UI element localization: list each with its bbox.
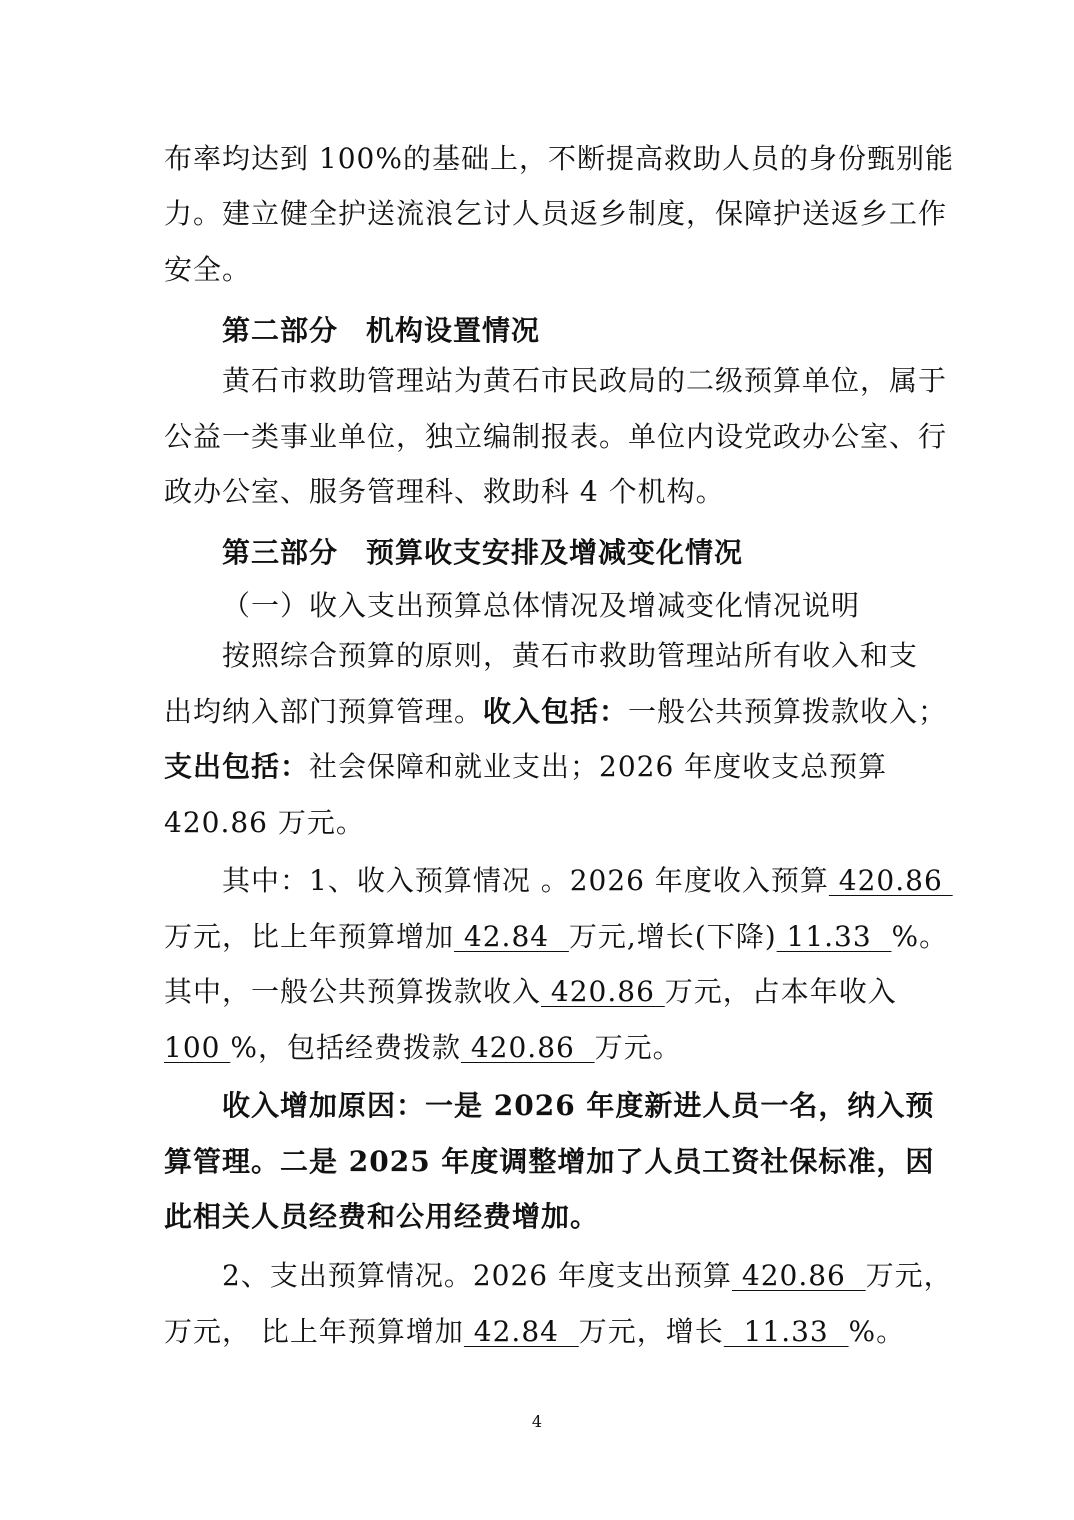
section-title: 机构设置情况 (366, 314, 541, 347)
paragraph-line: 算管理。二是 2025 年度调整增加了人员工资社保标准，因 (164, 1145, 935, 1178)
text-run: 万元，占本年收入 (664, 975, 897, 1008)
paragraph-line: 420.86 万元。 (164, 806, 365, 839)
subsection-heading: （一）收入支出预算总体情况及增减变化情况说明 (222, 589, 861, 622)
paragraph-line (222, 1256, 982, 1296)
paragraph-line: 政办公室、服务管理科、救助科 4 个机构。 (164, 475, 725, 508)
text-run: 出均纳入部门预算管理。 (164, 695, 484, 728)
paragraph-line (164, 917, 949, 957)
text-run: 社会保障和就业支出；2026 年度收支总预算 (309, 750, 888, 783)
text-run: 万元，增长 (578, 1315, 724, 1348)
paragraph-line: 按照综合预算的原则，黄石市救助管理站所有收入和支 (222, 639, 919, 672)
section-heading (222, 311, 982, 351)
underlined-value: 42.84 (463, 1315, 579, 1348)
section-number: 第三部分 (222, 536, 339, 569)
section-heading (222, 533, 982, 573)
paragraph-line (164, 1028, 924, 1068)
text-run: 其中，一般公共预算拨款收入 (164, 975, 542, 1008)
paragraph-line (164, 747, 924, 787)
text-run: 万元，比上年预算增加 (164, 920, 455, 953)
paragraph-line: 黄石市救助管理站为黄石市民政局的二级预算单位，属于 (222, 364, 948, 397)
underlined-value: 42.84 (454, 920, 569, 953)
underlined-value: 420.86 (460, 1031, 595, 1064)
paragraph-line (164, 1312, 924, 1352)
paragraph-line: 此相关人员经费和公用经费增加。 (164, 1200, 600, 1233)
paragraph-line (164, 972, 924, 1012)
text-run: 万元， (865, 1259, 953, 1292)
underlined-value: 11.33 (776, 920, 892, 953)
bold-label: 支出包括： (164, 750, 310, 783)
text-run: 万元， 比上年预算增加 (164, 1315, 464, 1348)
text-run: 2、支出预算情况。2026 年度支出预算 (222, 1259, 732, 1292)
paragraph-line: 力。建立健全护送流浪乞讨人员返乡制度，保障护送返乡工作 (164, 197, 948, 230)
paragraph-line (222, 861, 982, 901)
paragraph-line: 布率均达到 100%的基础上，不断提高救助人员的身份甄别能 (164, 142, 954, 175)
underlined-value: 100 (164, 1031, 231, 1064)
text-run: %，包括经费拨款 (230, 1031, 461, 1064)
section-number: 第二部分 (222, 314, 339, 347)
text-run: 万元。 (594, 1031, 682, 1064)
bold-label: 收入包括： (483, 695, 629, 728)
text-run: 一般公共预算拨款收入； (628, 695, 948, 728)
paragraph-line: 安全。 (164, 253, 252, 286)
text-run: 其中：1、收入预算情况 。2026 年度收入预算 (222, 864, 829, 897)
paragraph-line: 收入增加原因：一是 2026 年度新进人员一名，纳入预 (222, 1089, 935, 1122)
text-run: 万元,增长(下降) (568, 920, 777, 953)
page-number: 4 (531, 1412, 543, 1431)
underlined-value: 420.86 (731, 1259, 866, 1292)
underlined-value: 11.33 (723, 1315, 849, 1348)
text-run: %。 (891, 920, 949, 953)
underlined-value: 420.86 (541, 975, 665, 1008)
text-run: %。 (848, 1315, 906, 1348)
paragraph-line (164, 692, 948, 732)
paragraph-line: 公益一类事业单位，独立编制报表。单位内设党政办公室、行 (164, 420, 948, 453)
underlined-value: 420.86 (828, 864, 953, 897)
section-title: 预算收支安排及增减变化情况 (366, 536, 744, 569)
